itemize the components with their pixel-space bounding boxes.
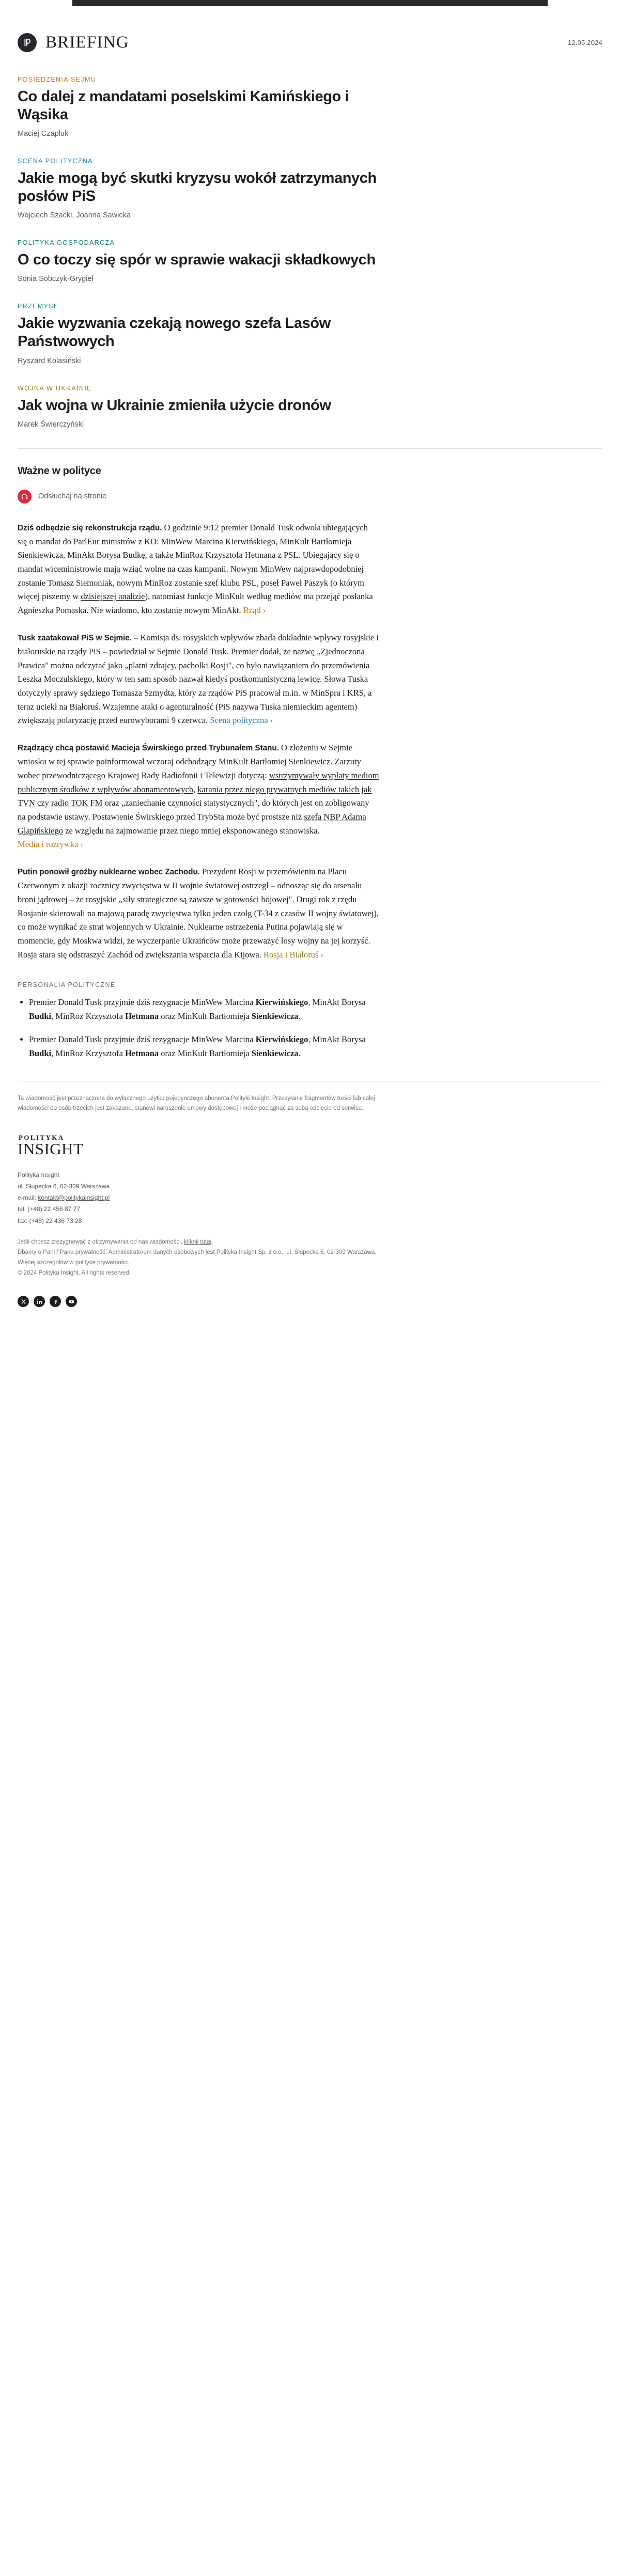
headline-item[interactable] [18, 158, 379, 219]
item-text: oraz MinKult Bartłomieja [159, 1048, 252, 1058]
privacy-text: . [128, 1259, 130, 1266]
headline-author: Ryszard Kolasiński [18, 356, 81, 365]
item-name: Sienkiewicza [251, 1048, 299, 1058]
item-text: . [298, 1011, 301, 1022]
brand[interactable] [18, 33, 129, 52]
section-title: Ważne w polityce [18, 465, 101, 477]
polityka-insight-logo [0, 1113, 620, 1158]
headline-title[interactable]: Jakie mogą być skutki kryzysu wokół zatrzymanych posłów PiS [18, 170, 377, 205]
personalia-kicker: PERSONALIA POLITYCZNE [18, 981, 116, 989]
headphones-icon [18, 490, 32, 504]
personalia-list [18, 996, 379, 1060]
headline-kicker[interactable]: PRZEMYSŁ [18, 303, 58, 310]
issue-date: 12.05.2024 [567, 39, 602, 46]
list-item [29, 996, 379, 1023]
page [0, 6, 620, 1328]
headline-title[interactable]: O co toczy się spór w sprawie wakacji składkowych [18, 252, 376, 269]
item-text: oraz MinKult Bartłomieja [159, 1011, 252, 1022]
privacy-link[interactable]: polityce prywatności [75, 1259, 129, 1266]
email-label: e-mail: [18, 1194, 38, 1202]
paragraph [18, 741, 379, 852]
section-link[interactable]: Rząd › [243, 605, 266, 616]
company-tel: tel. (+48) 22 456 87 77 [18, 1205, 81, 1213]
paragraph [18, 865, 379, 962]
footer-legal [0, 1227, 403, 1279]
linkedin-icon[interactable] [34, 1296, 45, 1307]
headline-author: Maciej Czapluk [18, 130, 69, 138]
headline-kicker[interactable]: POLITYKA GOSPODARCZA [18, 239, 115, 247]
x-icon[interactable] [18, 1296, 29, 1307]
item-name: Budki [29, 1048, 52, 1058]
listen-label: Odsłuchaj na stronie [38, 492, 107, 501]
inline-link[interactable]: karania przez niego prywatnych mediów takich jak TVN czy radio TOK FM [18, 784, 372, 808]
item-name: Hetmana [125, 1048, 159, 1058]
paragraph-lead: Dziś odbędzie się rekonstrukcja rządu. [18, 523, 162, 532]
section-link[interactable]: Scena polityczna › [210, 715, 273, 726]
headline-title[interactable]: Co dalej z mandatami poselskimi Kamińskiego i Wąsika [18, 88, 349, 123]
headline-kicker[interactable]: SCENA POLITYCZNA [18, 158, 93, 165]
logo-line-bottom: INSIGHT [18, 1140, 84, 1158]
headline-author: Sonia Sobczyk-Grygiel [18, 275, 94, 284]
footer-contact [0, 1158, 620, 1227]
inline-link[interactable]: wstrzymywały wypłaty mediom publicznym środków z wpływów abonamentowych [18, 770, 379, 794]
headline-author: Wojciech Szacki, Joanna Sawicka [18, 211, 131, 220]
item-text: Premier Donald Tusk przyjmie dziś rezygnacje MinWew Marcina [29, 1034, 256, 1044]
item-name: Budki [29, 1011, 52, 1022]
headline-kicker[interactable]: WOJNA W UKRAINIE [18, 384, 92, 392]
privacy-row [18, 1247, 385, 1268]
paragraph-text: ze względu na zajmowanie przez niego mniej eksponowanego stanowiska. [63, 825, 320, 836]
headline-item[interactable] [18, 385, 379, 429]
company-fax: fax: (+48) 22 436 73 28 [18, 1217, 82, 1224]
youtube-icon[interactable] [66, 1296, 77, 1307]
inline-link[interactable]: dzisiejszej analizie [81, 591, 145, 602]
listen-on-site-button[interactable] [0, 477, 620, 504]
section-link[interactable]: Rosja i Białoruś › [264, 949, 323, 960]
headline-item[interactable] [18, 76, 379, 138]
headline-item[interactable] [18, 303, 379, 365]
paragraph-lead: Rządzący chcą postawić Macieja Świrskiego przed Trybunałem Stanu. [18, 744, 279, 753]
footer-disclaimer: Ta wiadomość jest przeznaczona do wyłącznego użytku pojedynczego abonenta Polityki Insight. Przesyłanie fragmentów treści lub całej wiadomości do osób trzecich jest zakazane, stanowi naruszenie umowy dostępowej i może pociągnąć za sobą odcięcie od serwisu. [18, 1095, 375, 1112]
social-links [0, 1278, 620, 1328]
inline-link[interactable]: szefa NBP Adama Glapińskiego [18, 811, 366, 836]
section-link[interactable]: Media i rozrywka › [18, 839, 83, 850]
headline-title[interactable]: Jakie wyzwania czekają nowego szefa Lasów Państwowych [18, 315, 331, 350]
item-name: Kierwińskiego [255, 997, 308, 1008]
article-body [0, 504, 620, 962]
top-accent-bar [72, 0, 548, 6]
item-text: , MinRoz Krzysztofa [51, 1011, 126, 1022]
email-link[interactable]: kontakt@politykainsight.pl [38, 1194, 110, 1202]
headline-item[interactable] [18, 239, 379, 283]
paragraph-text: oraz „zaniechanie czynności statystycznych", do których jest on zobligowany na podstawie ustawy. Postawienie Świrskiego przed TrybSta może być prostsze niż [18, 798, 369, 822]
copyright: © 2024 Polityka Insight. All rights reserved. [18, 1270, 131, 1277]
paragraph [18, 631, 379, 728]
paragraph-text: O złożeniu w Sejmie wniosku w tej sprawie poinformował wczoraj odchodzący MinKult Bartłomiej Sienkiewicz. Zarzuty wobec przewodniczącego Krajowej Rady Radiofonii i Telewizji dotyczą: [18, 743, 361, 780]
logo-line-top: POLITYKA [19, 1134, 65, 1142]
headline-kicker[interactable]: POSIEDZENIA SEJMU [18, 76, 97, 83]
personalia-section [0, 975, 620, 1060]
paragraph-text: Prezydent Rosji w przemówieniu na Placu Czerwonym z okazji rocznicy zwycięstwa w II wojnie światowej ostrzegł – odnosząc się do arsenału broni jądrowej – że rosyjskie „siły strategiczne są zawsze w gotowości bojowej". Drugi rok z rzędu Rosjanie skierowali na majową paradę zwycięstwa tylko jeden czołg (T-34 z czasów II wojny światowej), co może wynikać ze strat wojennych w Ukrainie. Nuklearne ostrzeżenia Putina pojawiają się w momencie, gdy Moskwa widzi, że wyczerpanie Ukraińców może przeważyć losy wojny na jej korzyść. Rosja stara się odstraszyć Zachód od zwiększania wsparcia dla Kijowa. [18, 867, 379, 960]
company-name: Polityka Insight [18, 1171, 59, 1179]
item-text: , MinRoz Krzysztofa [51, 1048, 126, 1058]
item-text: , MinAkt Borysa [308, 997, 366, 1008]
paragraph-text: , [193, 784, 198, 794]
paragraph [18, 521, 379, 618]
item-name: Kierwińskiego [255, 1034, 308, 1044]
paragraph-lead: Putin ponowił groźby nuklearne wobec Zachodu. [18, 868, 200, 877]
paragraph-text: – Komisja ds. rosyjskich wpływów zbada dokładnie wpływy rosyjskie i białoruskie na rządy PiS – powiedział w Sejmie Donald Tusk. Premier dodał, że nazwę „Zjednoczona Prawica" można odczytać jako „platni zdrajcy, pachołki Rosji", co było nawiązaniem do przemówienia Leszka Moczulskiego, który w ten sam sposób nazwał kiedyś postkomunistyczną lewicę. Słowa Tuska dotyczyły sprawy sędziego Tomasza Szmydta, który za rządów PiS pracował m.in. w MinSpra i KRS, a teraz uciekł na Białoruś. Wzajemne ataki o agenturalność (PiS nazywa Tuska niemieckim agentem) zwiększają polaryzację przed eurowyborami 9 czerwca. [18, 632, 379, 726]
headline-title[interactable]: Jak wojna w Ukrainie zmieniła użycie dronów [18, 397, 331, 414]
facebook-icon[interactable] [50, 1296, 61, 1307]
paragraph-text: ), natomiast funkcje MinKult według mediów ma przejąć posłanka Agnieszka Pomaska. Nie wiadomo, kto zostanie nowym MinAkt. [18, 591, 373, 616]
unsubscribe-text: . [211, 1238, 213, 1245]
paragraph-lead: Tusk zaatakował PiS w Sejmie. [18, 633, 132, 642]
masthead [0, 6, 620, 52]
item-text: Premier Donald Tusk przyjmie dziś rezygnacje MinWew Marcina [29, 997, 256, 1008]
headline-list [0, 52, 620, 429]
briefing-p-logo-icon [18, 33, 37, 52]
company-email-row [18, 1192, 602, 1203]
headline-author: Marek Świerczyński [18, 420, 84, 429]
privacy-text: Dbamy o Pani / Pana prywatność. Administratorem danych osobowych jest Polityka Insight Sp. z o.o., ul. Słupecka 6, 02-309 Warszawa. Więcej szczegółów w [18, 1249, 377, 1266]
company-address: ul. Słupecka 6, 02-309 Warszawa [18, 1182, 110, 1190]
item-text: , MinAkt Borysa [308, 1034, 366, 1044]
unsubscribe-text: Jeśli chcesz zrezygnować z otrzymywania od nas wiadomości, [18, 1238, 184, 1245]
brand-wordmark: BRIEFING [45, 33, 129, 52]
paragraph-text: O godzinie 9:12 premier Donald Tusk odwoła ubiegających się o mandat do ParlEur ministrów z KO: MinWew Marcina Kierwińskiego, MinKult Bartłomieja Sienkiewicza, MinAkt Borysa Budkę, a także MinRoz Krzysztofa Hetmana z PSL. Ubiegający się o mandat wiceministrowie mają wziąć wolne na czas kampanii. Nowym MinWew najprawdopodobniej zostanie Tomasz Siemoniak, nowym MinRoz zostanie szef klubu PSL, poseł Paweł Paszyk (o którym więcej piszemy w [18, 522, 368, 602]
item-name: Sienkiewicza [251, 1011, 299, 1022]
item-text: . [298, 1048, 301, 1058]
unsubscribe-row [18, 1237, 385, 1247]
item-name: Hetmana [125, 1011, 159, 1022]
list-item [29, 1033, 379, 1060]
unsubscribe-link[interactable]: kliknij tutaj [184, 1238, 212, 1245]
